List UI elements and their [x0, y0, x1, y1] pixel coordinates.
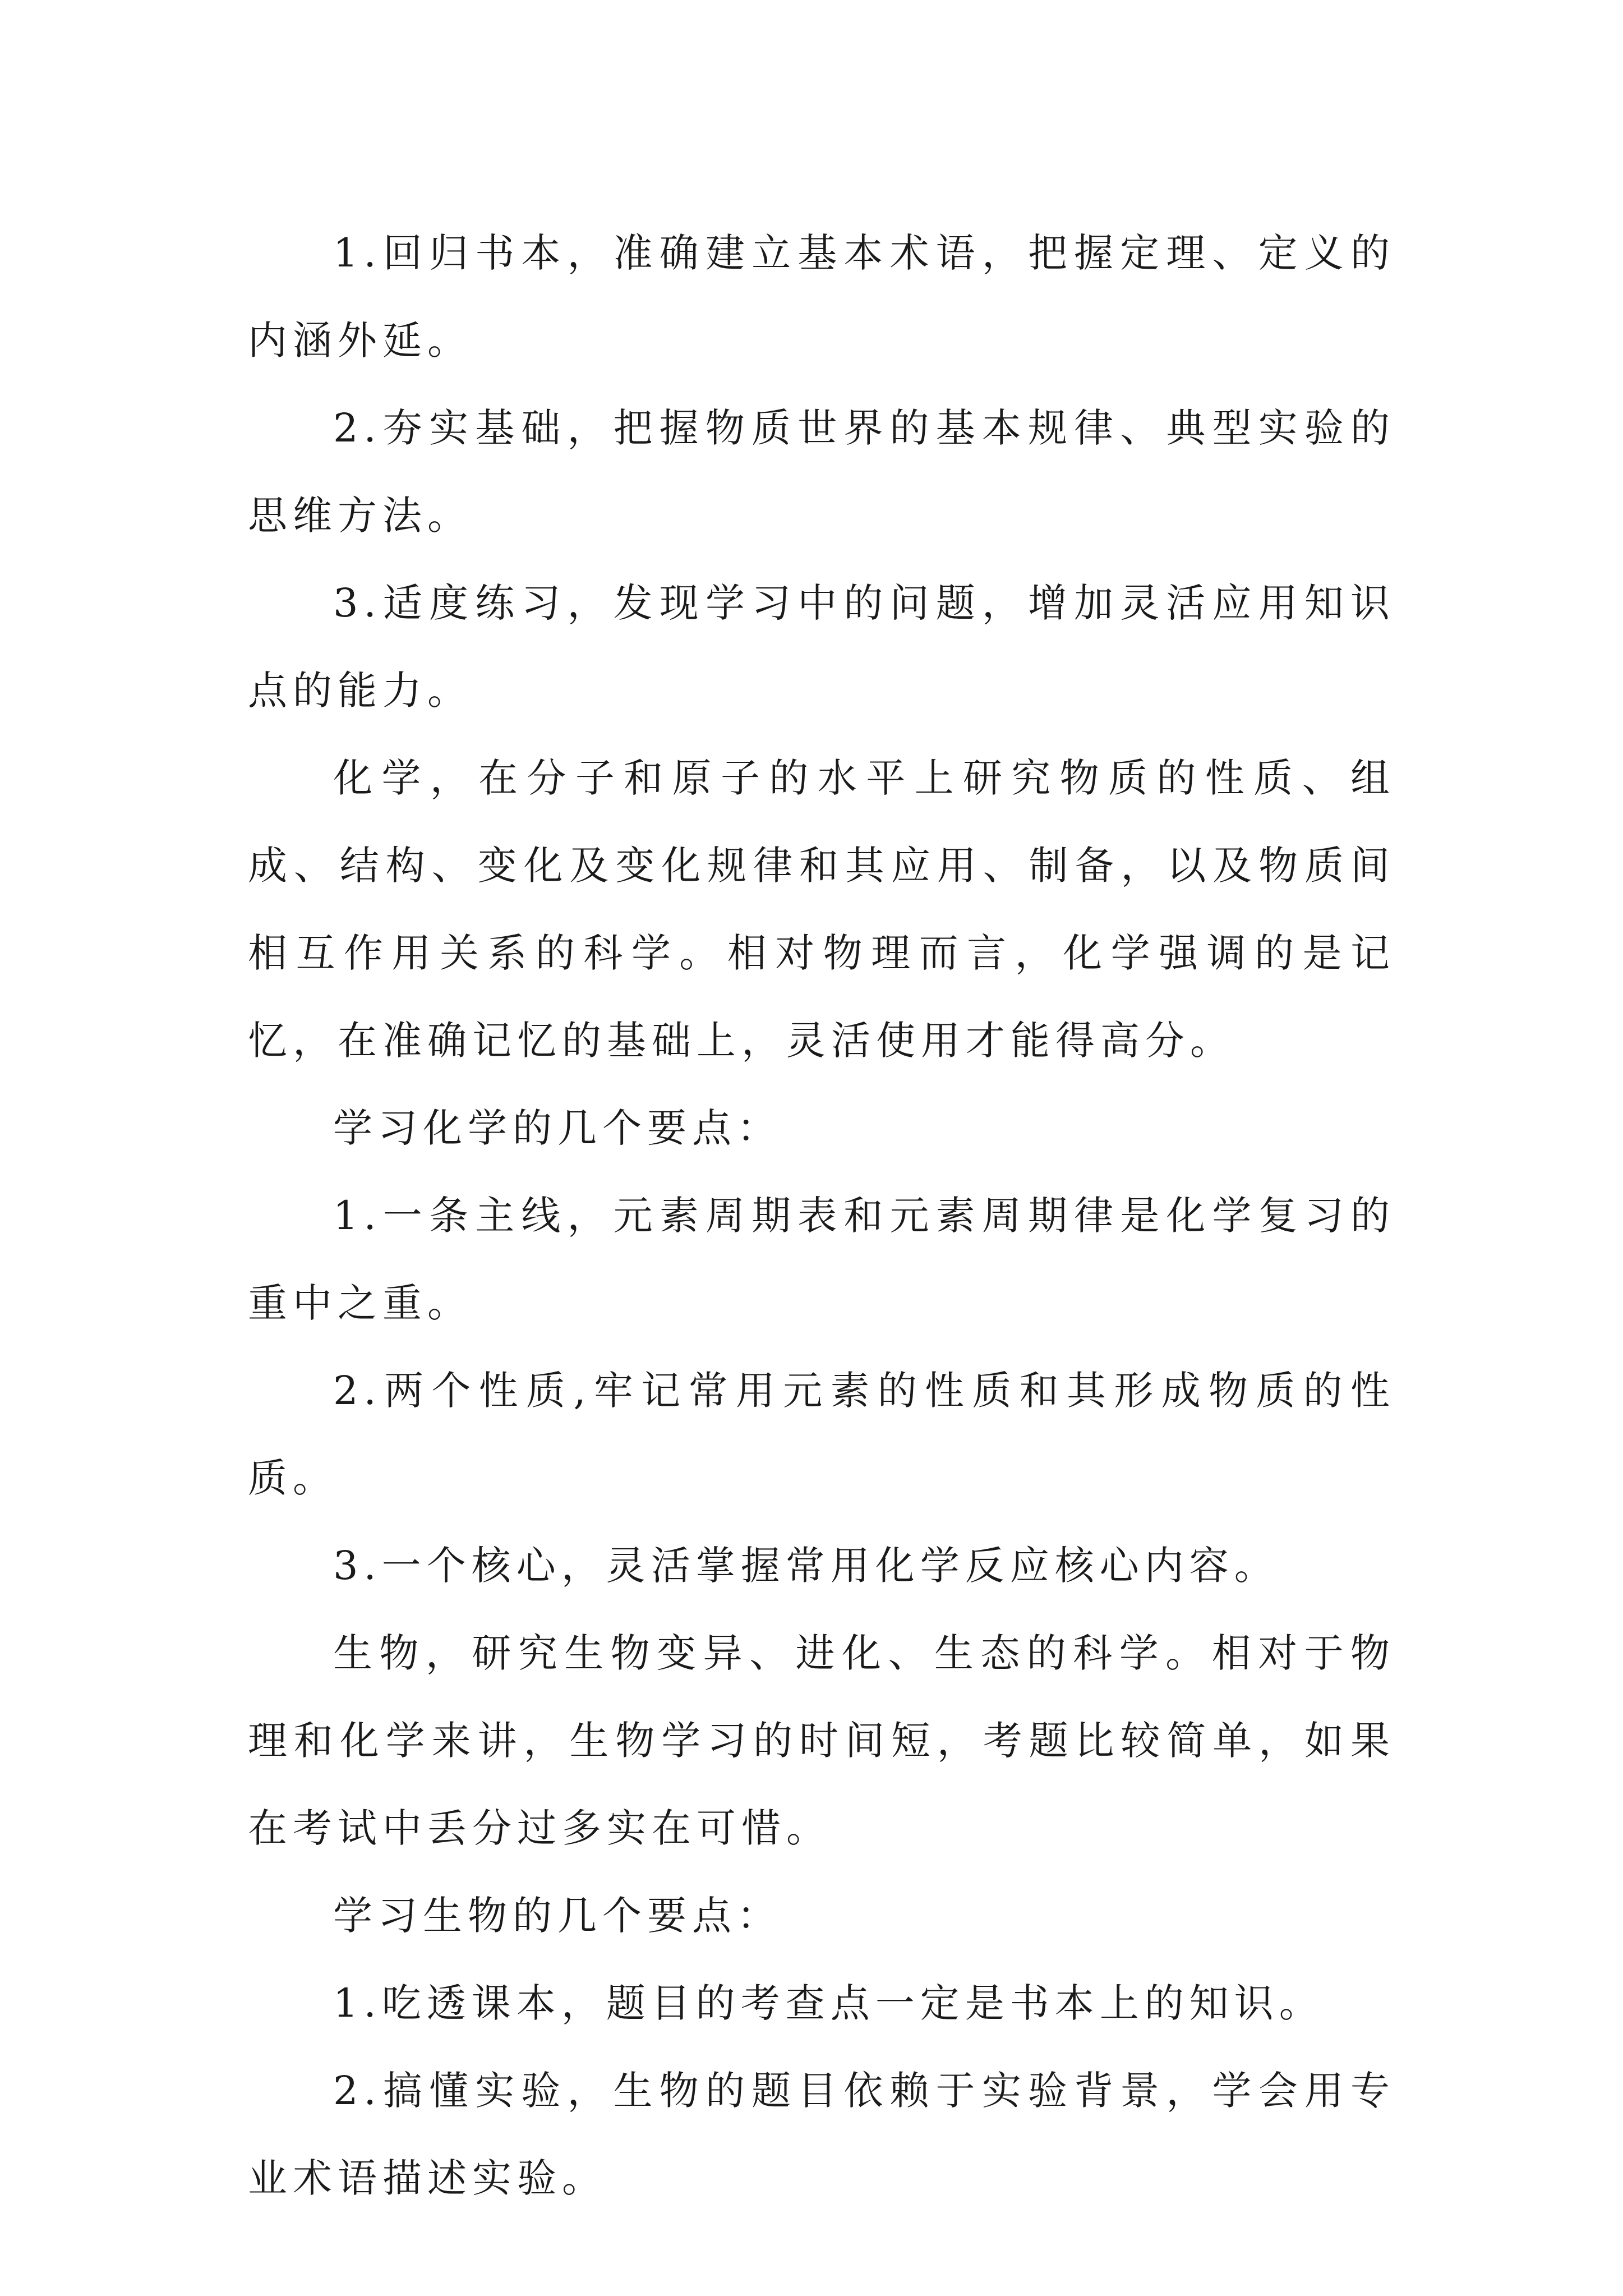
- paragraph-chemistry-heading: 学习化学的几个要点：: [333, 1105, 782, 1151]
- paragraph-biology-intro: 生物，研究生物变异、进化、生态的科学。相对于物理和化学来讲，生物学习的时间短，考题比较简单，如果在考试中丢分过多实在可惜。: [248, 1630, 1395, 1851]
- body-text: [248, 209, 1395, 2222]
- paragraph-chemistry-point-3: 3.一个核心，灵活掌握常用化学反应核心内容。: [333, 1543, 1279, 1589]
- paragraph-physics-point-3: 3.适度练习，发现学习中的问题，增加灵活应用知识点的能力。: [248, 580, 1395, 714]
- paragraph-chemistry-point-1: 1.一条主线，元素周期表和元素周期律是化学复习的重中之重。: [248, 1193, 1395, 1326]
- paragraph-physics-point-1: 1.回归书本，准确建立基本术语，把握定理、定义的内涵外延。: [248, 230, 1395, 364]
- paragraph-biology-heading: 学习生物的几个要点：: [333, 1893, 782, 1939]
- paragraph-biology-point-2: 2.搞懂实验，生物的题目依赖于实验背景，学会用专业术语描述实验。: [248, 2068, 1395, 2201]
- paragraph-physics-point-2: 2.夯实基础，把握物质世界的基本规律、典型实验的思维方法。: [248, 405, 1395, 539]
- paragraph-chemistry-intro: 化学，在分子和原子的水平上研究物质的性质、组成、结构、变化及变化规律和其应用、制备，以及物质间相互作用关系的科学。相对物理而言，化学强调的是记忆，在准确记忆的基础上，灵活使用才能得高分。: [248, 755, 1395, 1064]
- paragraph-chemistry-point-2: 2.两个性质,牢记常用元素的性质和其形成物质的性质。: [248, 1368, 1395, 1501]
- paragraph-biology-point-1: 1.吃透课本，题目的考查点一定是书本上的知识。: [333, 1980, 1324, 2026]
